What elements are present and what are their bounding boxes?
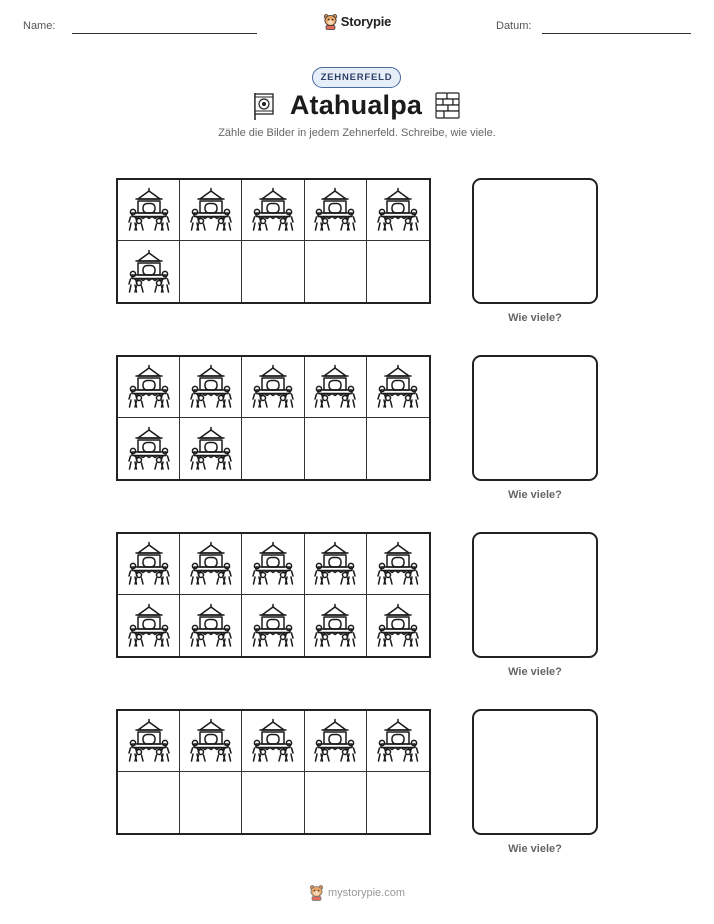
litter-carriers-icon	[251, 187, 295, 233]
storypie-mascot-icon	[323, 13, 338, 30]
ten-frame-cell	[180, 241, 242, 302]
litter-carriers-icon	[189, 718, 233, 764]
answer-box[interactable]	[472, 178, 598, 304]
litter-carriers-icon	[376, 718, 420, 764]
ten-frame-cell	[180, 711, 242, 772]
ten-frame-cell	[367, 357, 429, 418]
answer-label: Wie viele?	[508, 843, 562, 855]
litter-carriers-icon	[189, 187, 233, 233]
ten-frame-cell	[118, 534, 180, 595]
litter-carriers-icon	[127, 541, 171, 587]
stone-wall-icon	[434, 91, 462, 121]
litter-carriers-icon	[189, 603, 233, 649]
ten-frame-cell	[118, 418, 180, 479]
ten-frame-cell	[118, 241, 180, 302]
litter-carriers-icon	[127, 718, 171, 764]
ten-frame-cell	[367, 180, 429, 241]
litter-carriers-icon	[127, 187, 171, 233]
title-row	[0, 90, 714, 121]
ten-frame-cell	[367, 241, 429, 302]
litter-carriers-icon	[313, 187, 357, 233]
litter-carriers-icon	[127, 364, 171, 410]
date-label: Datum:	[496, 20, 532, 32]
ten-frame-cell	[367, 595, 429, 656]
ten-frame-3	[116, 532, 431, 658]
banner-flag-icon	[252, 91, 278, 121]
ten-frame-cell	[180, 772, 242, 833]
litter-carriers-icon	[313, 603, 357, 649]
ten-frame-cell	[242, 595, 304, 656]
litter-carriers-icon	[251, 718, 295, 764]
ten-frame-cell	[242, 534, 304, 595]
ten-frame-cell	[367, 711, 429, 772]
litter-carriers-icon	[189, 426, 233, 472]
ten-frame-cell	[367, 772, 429, 833]
ten-frame-cell	[242, 772, 304, 833]
storypie-mascot-icon	[309, 884, 324, 901]
ten-frame-cell	[305, 180, 367, 241]
instructions-text: Zähle die Bilder in jedem Zehnerfeld. Schreibe, wie viele.	[218, 127, 496, 139]
answer-label: Wie viele?	[508, 666, 562, 678]
ten-frame-cell	[305, 534, 367, 595]
ten-frame-cell	[305, 241, 367, 302]
ten-frame-cell	[242, 357, 304, 418]
brand-logo	[0, 13, 714, 30]
ten-frame-cell	[305, 595, 367, 656]
ten-frame-cell	[118, 180, 180, 241]
litter-carriers-icon	[313, 718, 357, 764]
brand-name: Storypie	[340, 14, 392, 29]
page-title: Atahualpa	[289, 90, 423, 120]
category-badge: ZEHNERFELD	[312, 67, 401, 88]
litter-carriers-icon	[376, 541, 420, 587]
litter-carriers-icon	[189, 364, 233, 410]
answer-label: Wie viele?	[508, 489, 562, 501]
ten-frame-2	[116, 355, 431, 481]
litter-carriers-icon	[127, 426, 171, 472]
ten-frame-cell	[180, 180, 242, 241]
answer-box[interactable]	[472, 532, 598, 658]
ten-frame-4	[116, 709, 431, 835]
ten-frame-cell	[242, 241, 304, 302]
ten-frame-cell	[118, 772, 180, 833]
ten-frame-cell	[180, 595, 242, 656]
ten-frame-cell	[367, 418, 429, 479]
litter-carriers-icon	[313, 541, 357, 587]
ten-frame-cell	[305, 418, 367, 479]
footer	[0, 884, 714, 901]
answer-label: Wie viele?	[508, 312, 562, 324]
litter-carriers-icon	[127, 603, 171, 649]
ten-frame-cell	[118, 595, 180, 656]
ten-frame-cell	[305, 357, 367, 418]
litter-carriers-icon	[189, 541, 233, 587]
name-label: Name:	[23, 20, 56, 32]
litter-carriers-icon	[251, 541, 295, 587]
ten-frame-cell	[242, 711, 304, 772]
litter-carriers-icon	[127, 249, 171, 295]
litter-carriers-icon	[376, 187, 420, 233]
ten-frame-cell	[180, 534, 242, 595]
ten-frame-1	[116, 178, 431, 304]
footer-url: mystorypie.com	[327, 886, 406, 899]
date-field[interactable]	[542, 33, 691, 34]
litter-carriers-icon	[313, 364, 357, 410]
ten-frame-cell	[242, 418, 304, 479]
ten-frame-cell	[180, 357, 242, 418]
ten-frame-cell	[305, 711, 367, 772]
litter-carriers-icon	[251, 364, 295, 410]
litter-carriers-icon	[251, 603, 295, 649]
ten-frame-cell	[367, 534, 429, 595]
ten-frame-cell	[180, 418, 242, 479]
ten-frame-cell	[118, 711, 180, 772]
ten-frame-cell	[305, 772, 367, 833]
litter-carriers-icon	[376, 603, 420, 649]
answer-box[interactable]	[472, 355, 598, 481]
ten-frame-cell	[242, 180, 304, 241]
answer-box[interactable]	[472, 709, 598, 835]
ten-frame-cell	[118, 357, 180, 418]
litter-carriers-icon	[376, 364, 420, 410]
name-field[interactable]	[72, 33, 257, 34]
